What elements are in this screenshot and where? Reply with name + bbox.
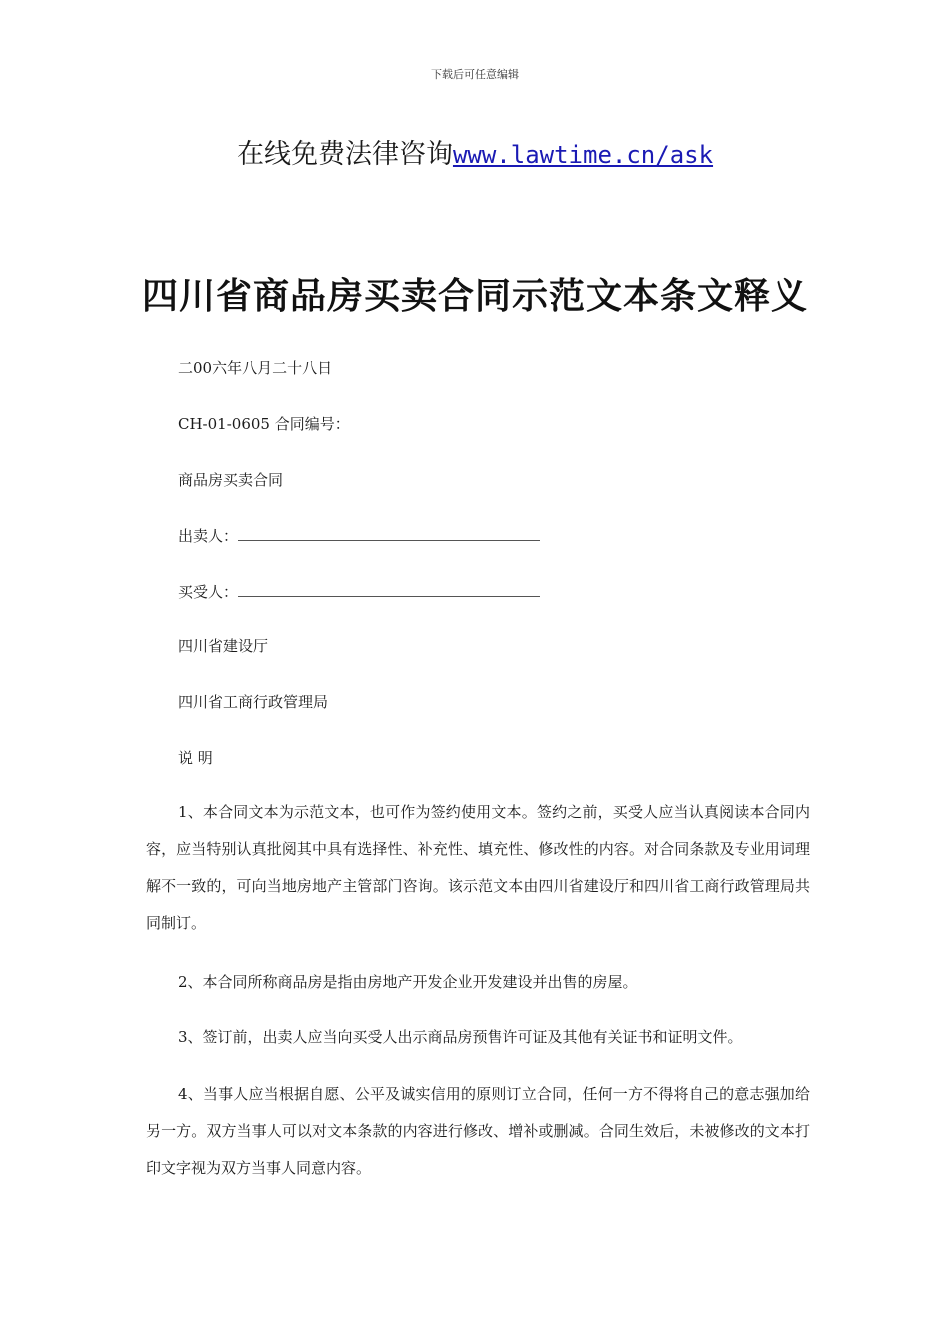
- issuer-commerce: 四川省工商行政管理局: [178, 693, 329, 711]
- buyer-label: 买受人：: [178, 583, 239, 601]
- issuer-construction: 四川省建设厅: [178, 637, 269, 655]
- contract-name: 商品房买卖合同: [178, 471, 284, 489]
- paragraph-4: 4、当事人应当根据自愿、公平及诚实信用的原则订立合同，任何一方不得将自己的意志强加给另一方。双方当事人可以对文本条款的内容进行修改、增补或删减。合同生效后，未被修改的文本打印文字视为双方当事人同意内容。: [146, 1085, 810, 1177]
- explain-heading: 说 明: [178, 749, 213, 767]
- seller-field: [178, 526, 540, 546]
- buyer-field: [178, 582, 540, 602]
- seller-blank-line: [238, 528, 540, 541]
- contract-number: CH-01-0605 合同编号：: [178, 415, 350, 433]
- document-title: 四川省商品房买卖合同示范文本条文释义: [141, 276, 808, 317]
- consult-link[interactable]: www.lawtime.cn/ask: [452, 141, 714, 169]
- document-date: 二00六年八月二十八日: [178, 359, 333, 377]
- paragraph-1: 1、本合同文本为示范文本，也可作为签约使用文本。签约之前，买受人应当认真阅读本合同内容，应当特别认真批阅其中具有选择性、补充性、填充性、修改性的内容。对合同条款及专业用词理解不一致的，可向当地房地产主管部门咨询。该示范文本由四川省建设厅和四川省工商行政管理局共同制订。: [146, 803, 810, 932]
- seller-label: 出卖人：: [178, 527, 239, 545]
- buyer-blank-line: [238, 584, 540, 597]
- paragraph-2: 2、本合同所称商品房是指由房地产开发企业开发建设并出售的房屋。: [178, 973, 638, 991]
- paragraph-3: 3、签订前，出卖人应当向买受人出示商品房预售许可证及其他有关证书和证明文件。: [178, 1028, 743, 1046]
- header-note: 下载后可任意编辑: [431, 68, 519, 81]
- consult-banner: [0, 132, 950, 171]
- banner-text: 在线免费法律咨询: [236, 139, 453, 170]
